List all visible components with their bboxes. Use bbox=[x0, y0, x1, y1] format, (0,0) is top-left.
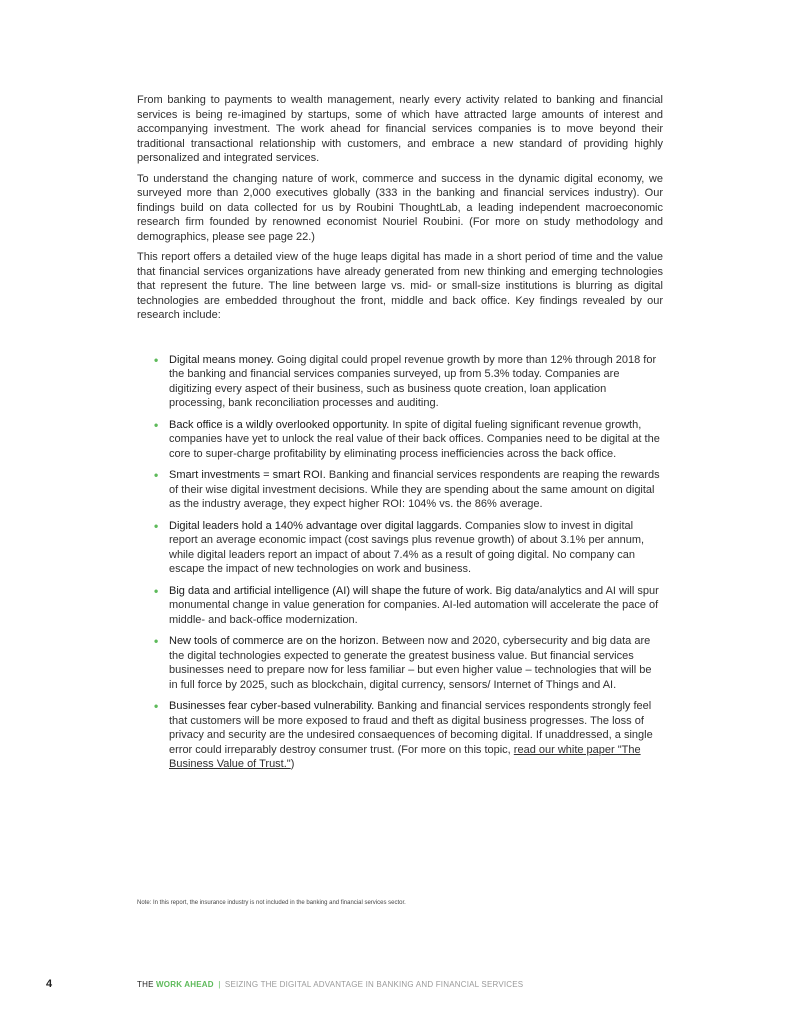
closing-paren: ) bbox=[290, 758, 295, 770]
finding-text: Between now and 2020, cybersecurity and big data are the digital technologies expected to generate the greatest business value. But financial services businesses need to prepare now for less familiar – but even higher value – technologies that will be in full force by 2025, such as blockchain, digital currency, sensors/ Internet of Things and AI. bbox=[169, 635, 652, 691]
brand-work-ahead: WORK AHEAD bbox=[156, 980, 214, 989]
list-item bbox=[154, 699, 663, 772]
trust-white-paper-link[interactable]: read our white paper "The Business Value of Trust." bbox=[169, 743, 641, 770]
list-item bbox=[154, 417, 663, 462]
finding-text: Companies slow to invest in digital report an average economic impact (cost savings plus revenue growth) of about 3.1% per annum, while digital leaders report an impact of about 7.4% as a result of going digital. No company can escape the impact of new technologies on work and business. bbox=[169, 519, 645, 575]
bullet-icon: • bbox=[154, 518, 159, 533]
bullet-icon: • bbox=[154, 352, 159, 367]
finding-lead: Digital means money. bbox=[169, 353, 274, 366]
running-footer bbox=[137, 980, 523, 989]
finding-lead: Digital leaders hold a 140% advantage over digital laggards. bbox=[169, 519, 462, 532]
finding-text: Going digital could propel revenue growth by more than 12% through 2018 for the banking and financial services companies surveyed, up from 5.3% today. Companies are digitizing every aspect of their business, such as business quote creation, loan application processing, bank reconciliation processes and auditing. bbox=[169, 353, 657, 409]
bullet-icon: • bbox=[154, 699, 159, 713]
intro-paragraph: From banking to payments to wealth management, nearly every activity related to banking and financial services is being re-imagined by startups, some of which have attracted large amounts of interest and accompanying investment. The work ahead for financial services companies is to move beyond their traditional transactional relationship with customers, and embrace a new standard of providing highly personalized and integrated services. bbox=[137, 94, 663, 164]
main-column bbox=[137, 93, 663, 779]
methodology-paragraph: To understand the changing nature of work, commerce and success in the dynamic digital economy, we surveyed more than 2,000 executives globally (333 in the banking and financial services industry). Our findings build on data collected for us by Roubini ThoughtLab, a leading independent macroeconomic research firm founded by renowned economist Nouriel Roubini. (For more on study methodology and demographics, please see page 22.) bbox=[137, 172, 663, 243]
list-item bbox=[154, 518, 663, 577]
finding-lead: Smart investments = smart ROI. bbox=[169, 469, 326, 481]
finding-lead: Back office is a wildly overlooked opportunity. bbox=[169, 418, 390, 431]
findings-intro-paragraph: This report offers a detailed view of the huge leaps digital has made in a short period of time and the value that financial services organizations have already generated from new thinking and emerging technologies that represent the future. The line between large vs. mid- or small-size institutions is blurring as digital technologies are embedded throughout the front, middle and back office. Key findings revealed by our research include: bbox=[137, 251, 663, 321]
bullet-icon: • bbox=[154, 634, 159, 648]
key-findings-list bbox=[137, 353, 663, 772]
finding-lead: New tools of commerce are on the horizon. bbox=[169, 635, 379, 647]
bullet-icon: • bbox=[154, 417, 159, 432]
bullet-icon: • bbox=[154, 583, 159, 598]
list-item bbox=[154, 352, 663, 411]
finding-lead: Businesses fear cyber-based vulnerability. bbox=[169, 700, 375, 712]
list-item bbox=[154, 468, 663, 512]
footnote: Note: In this report, the insurance industry is not included in the banking and financial services sector. bbox=[137, 900, 406, 906]
brand-the: THE bbox=[137, 980, 154, 989]
finding-lead: Big data and artificial intelligence (AI) will shape the future of work. bbox=[169, 584, 493, 597]
list-item bbox=[154, 583, 663, 628]
finding-text: In spite of digital fueling significant revenue growth, companies have yet to unlock the real value of their back offices. Companies need to be digital at the core to super-charge profitability by eliminating process inefficiencies across the back office. bbox=[169, 418, 660, 460]
list-item bbox=[154, 634, 663, 692]
bullet-icon: • bbox=[154, 468, 159, 482]
footer-subtitle: SEIZING THE DIGITAL ADVANTAGE IN BANKING AND FINANCIAL SERVICES bbox=[224, 980, 524, 989]
page-number: 4 bbox=[46, 978, 53, 990]
footer-separator: | bbox=[218, 980, 221, 989]
finding-text: Big data/analytics and AI will spur monumental change in value generation for companies. AI-led automation will accelerate the pace of middle- and back-office modernization. bbox=[169, 584, 659, 626]
finding-text: Banking and financial services respondents strongly feel that customers will be more exposed to fraud and theft as digital business progresses. The loss of privacy and security are the undesired consaequences of becoming digital. If unaddressed, a single error could irreparably destroy consumer trust. (For more on this topic, bbox=[169, 700, 653, 756]
finding-text: Banking and financial services respondents are reaping the rewards of their wise digital investment decisions. While they are spending about the same amount on digital as the industry average, they expect higher ROI: 104% vs. the 86% average. bbox=[169, 469, 660, 510]
